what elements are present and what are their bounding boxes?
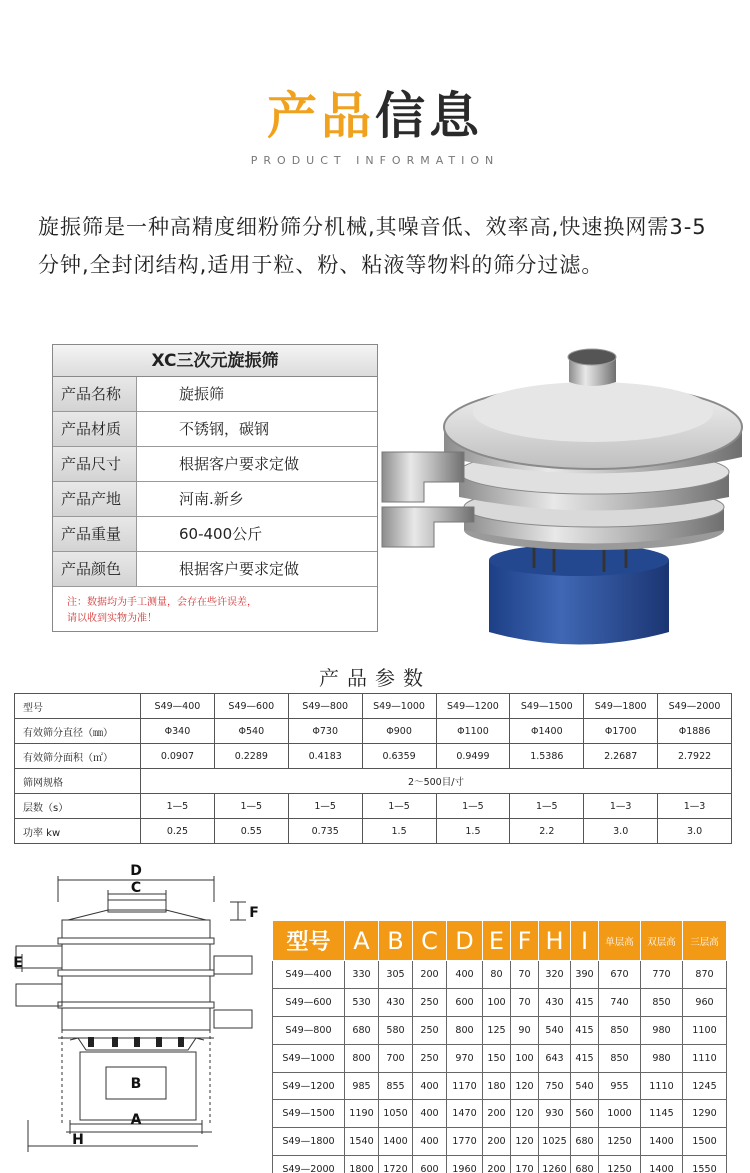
- header-cell: 双层高: [641, 921, 683, 961]
- dimension-drawing: [8, 862, 266, 1154]
- table-cell: Φ1100: [436, 719, 510, 744]
- spec-value: 60-400公斤: [179, 525, 263, 543]
- table-cell: 200: [483, 1128, 511, 1156]
- table-row: [273, 961, 727, 989]
- table-cell: 1—5: [510, 794, 584, 819]
- drawing-label-c: C: [130, 880, 142, 896]
- dimensions-table: [272, 920, 727, 1173]
- table-cell: 1.5: [362, 819, 436, 844]
- header-cell: D: [447, 921, 483, 961]
- spec-value: 根据客户要求定做: [179, 455, 300, 473]
- table-cell: 415: [571, 1016, 599, 1044]
- table-row: [273, 988, 727, 1016]
- model-cell: S49—1500: [273, 1100, 345, 1128]
- header-cell: 三层高: [683, 921, 727, 961]
- table-cell: 330: [345, 961, 379, 989]
- spec-row: [53, 552, 377, 587]
- table-cell: 0.4183: [288, 744, 362, 769]
- table-cell: 980: [641, 1016, 683, 1044]
- table-cell: 200: [413, 961, 447, 989]
- header-cell: F: [511, 921, 539, 961]
- row-label: 有效筛分直径（㎜）: [15, 719, 141, 744]
- table-row: [15, 819, 732, 844]
- table-cell: 1190: [345, 1100, 379, 1128]
- table-cell: 250: [413, 988, 447, 1016]
- table-row: [273, 1128, 727, 1156]
- table-cell: 560: [571, 1100, 599, 1128]
- table-cell: 955: [599, 1072, 641, 1100]
- table-cell: 125: [483, 1016, 511, 1044]
- table-cell: 305: [379, 961, 413, 989]
- title-part-2: 信息: [375, 87, 483, 145]
- table-cell: 415: [571, 1044, 599, 1072]
- table-cell: 1400: [641, 1128, 683, 1156]
- table-cell: 985: [345, 1072, 379, 1100]
- table-cell: 1—3: [584, 794, 658, 819]
- table-cell: 70: [511, 961, 539, 989]
- table-cell: 800: [447, 1016, 483, 1044]
- table-cell: 1—5: [362, 794, 436, 819]
- table-cell: 1500: [683, 1128, 727, 1156]
- table-cell: 1170: [447, 1072, 483, 1100]
- table-cell: 100: [511, 1044, 539, 1072]
- params-table: [14, 693, 732, 844]
- table-cell: 390: [571, 961, 599, 989]
- table-cell: 800: [345, 1044, 379, 1072]
- table-cell: 1260: [539, 1156, 571, 1173]
- page-title: [0, 86, 750, 146]
- table-cell: 1025: [539, 1128, 571, 1156]
- row-label: 有效筛分面积（㎡）: [15, 744, 141, 769]
- table-cell: 1110: [641, 1072, 683, 1100]
- table-cell: 0.0907: [141, 744, 215, 769]
- table-cell: Φ900: [362, 719, 436, 744]
- model-cell: S49—800: [273, 1016, 345, 1044]
- spec-row: [53, 377, 377, 412]
- table-cell: 2.2687: [584, 744, 658, 769]
- table-cell: 70: [511, 988, 539, 1016]
- table-cell: 1800: [345, 1156, 379, 1173]
- header-cell: 型号: [273, 921, 345, 961]
- table-cell: 1245: [683, 1072, 727, 1100]
- page-subtitle: PRODUCT INFORMATION: [250, 154, 500, 167]
- spec-label: 产品重量: [53, 517, 137, 551]
- table-cell: 1290: [683, 1100, 727, 1128]
- table-cell: 1250: [599, 1156, 641, 1173]
- table-cell: Φ1700: [584, 719, 658, 744]
- table-cell: 0.735: [288, 819, 362, 844]
- spec-note-line-2: 请以收到实物为准！: [67, 613, 157, 624]
- table-cell: 970: [447, 1044, 483, 1072]
- table-cell: 430: [379, 988, 413, 1016]
- drawing-label-e: E: [13, 955, 23, 971]
- table-cell: 1.5386: [510, 744, 584, 769]
- table-row: [273, 1072, 727, 1100]
- table-cell: 150: [483, 1044, 511, 1072]
- table-cell: 1145: [641, 1100, 683, 1128]
- table-cell: S49—400: [141, 694, 215, 719]
- drawing-label-b: B: [130, 1076, 142, 1092]
- row-label: 筛网规格: [15, 769, 141, 794]
- table-cell: 1110: [683, 1044, 727, 1072]
- table-cell: 320: [539, 961, 571, 989]
- spec-note: [53, 587, 377, 635]
- dimensions-body: [273, 961, 727, 1173]
- table-cell: 1.5: [436, 819, 510, 844]
- row-label: 功率 kw: [15, 819, 141, 844]
- table-cell: 400: [413, 1100, 447, 1128]
- table-cell: 400: [413, 1128, 447, 1156]
- table-cell: 850: [641, 988, 683, 1016]
- header-cell: H: [539, 921, 571, 961]
- table-cell: 530: [345, 988, 379, 1016]
- table-cell: Φ730: [288, 719, 362, 744]
- spec-label: 产品颜色: [53, 552, 137, 586]
- table-cell: 170: [511, 1156, 539, 1173]
- spec-row: [53, 482, 377, 517]
- table-cell: 930: [539, 1100, 571, 1128]
- model-cell: S49—1200: [273, 1072, 345, 1100]
- table-row: [15, 694, 732, 719]
- header-cell: B: [379, 921, 413, 961]
- table-cell: 643: [539, 1044, 571, 1072]
- table-row: [15, 794, 732, 819]
- table-cell: 0.55: [214, 819, 288, 844]
- table-cell: 1250: [599, 1128, 641, 1156]
- table-cell: 540: [539, 1016, 571, 1044]
- table-cell: 850: [599, 1016, 641, 1044]
- intro-text: 旋振筛是一种高精度细粉筛分机械,其噪音低、效率高,快速换网需3-5分钟,全封闭结构,适用于粒、粉、粘液等物料的筛分过滤。: [38, 215, 707, 277]
- table-cell: S49—1500: [510, 694, 584, 719]
- table-cell: 1000: [599, 1100, 641, 1128]
- table-cell: 0.2289: [214, 744, 288, 769]
- model-cell: S49—600: [273, 988, 345, 1016]
- table-cell: 415: [571, 988, 599, 1016]
- table-cell: 540: [571, 1072, 599, 1100]
- table-cell: S49—1000: [362, 694, 436, 719]
- table-cell: 960: [683, 988, 727, 1016]
- table-cell: 870: [683, 961, 727, 989]
- spec-row: [53, 447, 377, 482]
- table-cell: 1400: [379, 1128, 413, 1156]
- table-cell: 770: [641, 961, 683, 989]
- spec-row: [53, 517, 377, 552]
- table-cell: 250: [413, 1044, 447, 1072]
- table-cell: 700: [379, 1044, 413, 1072]
- table-cell: 250: [413, 1016, 447, 1044]
- model-cell: S49—400: [273, 961, 345, 989]
- table-cell: S49—2000: [658, 694, 732, 719]
- header-cell: E: [483, 921, 511, 961]
- row-label: 层数（s）: [15, 794, 141, 819]
- section-header: [0, 86, 750, 167]
- table-cell: 1100: [683, 1016, 727, 1044]
- spec-value: 河南.新乡: [179, 490, 244, 508]
- table-cell: 1—5: [288, 794, 362, 819]
- drawing-label-f: F: [249, 905, 259, 921]
- table-cell: 2.7922: [658, 744, 732, 769]
- table-cell: 100: [483, 988, 511, 1016]
- table-cell: 3.0: [658, 819, 732, 844]
- table-cell: 1—5: [214, 794, 288, 819]
- table-cell: 1—5: [436, 794, 510, 819]
- table-cell: 430: [539, 988, 571, 1016]
- table-cell: 1720: [379, 1156, 413, 1173]
- table-cell: 1770: [447, 1128, 483, 1156]
- table-cell: Φ340: [141, 719, 215, 744]
- spec-card: [52, 344, 378, 632]
- row-label: 型号: [15, 694, 141, 719]
- spec-label: 产品产地: [53, 482, 137, 516]
- table-cell: 90: [511, 1016, 539, 1044]
- table-row: [273, 1100, 727, 1128]
- table-cell: S49—800: [288, 694, 362, 719]
- table-cell: 400: [413, 1072, 447, 1100]
- table-row: [15, 744, 732, 769]
- table-row: [15, 719, 732, 744]
- header-cell: C: [413, 921, 447, 961]
- table-cell: 670: [599, 961, 641, 989]
- spec-note-line-1: 注：数据均为手工测量，会存在些许误差，: [67, 597, 257, 608]
- model-cell: S49—2000: [273, 1156, 345, 1173]
- table-cell: 120: [511, 1100, 539, 1128]
- table-cell: 740: [599, 988, 641, 1016]
- model-cell: S49—1800: [273, 1128, 345, 1156]
- table-cell: Φ1400: [510, 719, 584, 744]
- table-cell: 120: [511, 1072, 539, 1100]
- table-cell: 680: [345, 1016, 379, 1044]
- table-cell: 850: [599, 1044, 641, 1072]
- table-cell: 1540: [345, 1128, 379, 1156]
- header-cell: A: [345, 921, 379, 961]
- spec-label: 产品尺寸: [53, 447, 137, 481]
- table-cell: 1550: [683, 1156, 727, 1173]
- table-cell: 600: [447, 988, 483, 1016]
- table-cell: S49—1800: [584, 694, 658, 719]
- table-cell: 1—3: [658, 794, 732, 819]
- table-cell: 0.25: [141, 819, 215, 844]
- table-cell: 1960: [447, 1156, 483, 1173]
- title-part-1: 产品: [267, 87, 375, 145]
- table-row: [273, 1044, 727, 1072]
- table-cell: Φ540: [214, 719, 288, 744]
- table-cell: 600: [413, 1156, 447, 1173]
- header-cell: I: [571, 921, 599, 961]
- table-row: [15, 769, 732, 794]
- table-cell: 3.0: [584, 819, 658, 844]
- table-row: [273, 1016, 727, 1044]
- table-cell: 200: [483, 1156, 511, 1173]
- spec-value: 根据客户要求定做: [179, 560, 300, 578]
- table-cell: 180: [483, 1072, 511, 1100]
- spec-label: 产品材质: [53, 412, 137, 446]
- table-row: [273, 1156, 727, 1173]
- table-cell: 680: [571, 1128, 599, 1156]
- table-cell: 120: [511, 1128, 539, 1156]
- drawing-label-d: D: [130, 863, 142, 879]
- drawing-label-a: A: [130, 1112, 142, 1128]
- params-title: 产品参数: [319, 666, 431, 690]
- table-cell: S49—600: [214, 694, 288, 719]
- model-cell: S49—1000: [273, 1044, 345, 1072]
- spec-card-title: XC三次元旋振筛: [53, 345, 377, 377]
- table-cell: 580: [379, 1016, 413, 1044]
- table-cell: Φ1886: [658, 719, 732, 744]
- table-cell: 2～500目/寸: [141, 769, 732, 794]
- table-cell: 0.6359: [362, 744, 436, 769]
- table-cell: 855: [379, 1072, 413, 1100]
- table-cell: 200: [483, 1100, 511, 1128]
- table-cell: S49—1200: [436, 694, 510, 719]
- drawing-label-h: H: [72, 1132, 84, 1148]
- spec-value: 不锈钢，碳钢: [179, 420, 270, 438]
- table-cell: 750: [539, 1072, 571, 1100]
- table-cell: 1400: [641, 1156, 683, 1173]
- vibrating-sieve-image: [364, 332, 744, 652]
- table-cell: 1050: [379, 1100, 413, 1128]
- table-header-row: [273, 921, 727, 961]
- table-cell: 680: [571, 1156, 599, 1173]
- table-cell: 0.9499: [436, 744, 510, 769]
- header-cell: 单层高: [599, 921, 641, 961]
- spec-value: 旋振筛: [179, 385, 225, 403]
- spec-label: 产品名称: [53, 377, 137, 411]
- spec-row: [53, 412, 377, 447]
- table-cell: 2.2: [510, 819, 584, 844]
- table-cell: 400: [447, 961, 483, 989]
- table-cell: 80: [483, 961, 511, 989]
- table-cell: 1470: [447, 1100, 483, 1128]
- table-cell: 980: [641, 1044, 683, 1072]
- table-cell: 1—5: [141, 794, 215, 819]
